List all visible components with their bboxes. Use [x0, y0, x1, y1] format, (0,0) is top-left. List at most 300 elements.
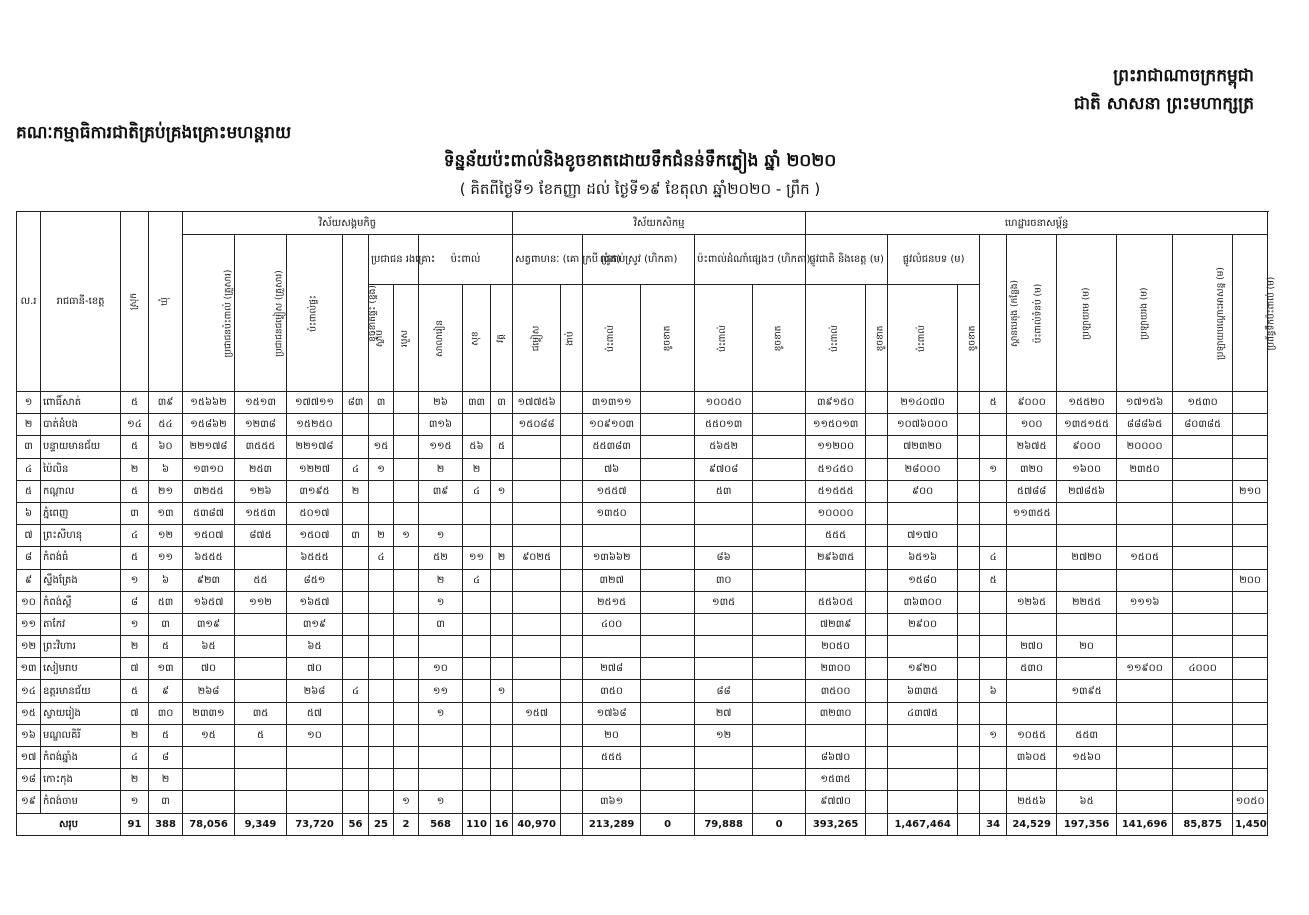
header-houses-affected: ប៉ះពាល់ផ្ទះ: [287, 235, 343, 392]
table-cell: [1173, 636, 1233, 658]
table-cell: [695, 636, 753, 658]
table-cell: ៧៦: [583, 458, 641, 480]
table-cell: ១៦: [17, 724, 41, 746]
table-cell: ១១: [17, 613, 41, 635]
table-cell: [958, 613, 980, 635]
table-cell: [1117, 502, 1173, 524]
header-victims: ប្រជាជន រងគ្រោះ: [369, 235, 419, 285]
table-cell: [513, 658, 561, 680]
table-cell: [866, 791, 888, 813]
table-cell: [958, 502, 980, 524]
table-row: [17, 636, 1268, 658]
table-cell: [513, 591, 561, 613]
table-cell: [866, 769, 888, 791]
table-cell: [1173, 569, 1233, 591]
table-cell: ៥: [149, 724, 183, 746]
total-cell: 393,265: [806, 813, 866, 835]
table-cell: ៥៥៥: [583, 747, 641, 769]
province-cell: ស្ទឹងត្រែង: [41, 569, 121, 591]
table-cell: [561, 702, 583, 724]
table-cell: ២៥១៥: [583, 591, 641, 613]
table-cell: ១០៧៦០០០: [888, 414, 958, 436]
table-cell: ២០: [583, 724, 641, 746]
table-cell: ១៥០៧: [287, 525, 343, 547]
table-cell: ១: [121, 791, 149, 813]
table-cell: [1057, 702, 1117, 724]
table-cell: [1173, 458, 1233, 480]
table-cell: [343, 747, 369, 769]
table-cell: [287, 791, 343, 813]
table-cell: [419, 502, 463, 524]
table-cell: [1173, 525, 1233, 547]
table-cell: [641, 502, 695, 524]
table-cell: ១៧៧១១: [287, 392, 343, 414]
table-cell: ២៦៧៥: [1007, 436, 1057, 458]
table-cell: [641, 525, 695, 547]
table-cell: ២៣៣១: [183, 702, 235, 724]
table-cell: [394, 547, 419, 569]
table-cell: ១៥០៥: [1117, 547, 1173, 569]
header-dead: ស្លាប់: [369, 285, 394, 392]
table-cell: [641, 392, 695, 414]
table-cell: [980, 636, 1007, 658]
table-cell: [1233, 724, 1268, 746]
table-cell: ៥៣៨៧: [183, 502, 235, 524]
table-cell: ១៥៥៣: [235, 502, 287, 524]
table-cell: [343, 658, 369, 680]
province-cell: កំពង់ស្ពឺ: [41, 591, 121, 613]
table-cell: ៣០: [695, 569, 753, 591]
table-cell: [561, 569, 583, 591]
table-cell: [394, 658, 419, 680]
table-cell: [1233, 769, 1268, 791]
header-rice-damaged: ខូចខាត: [641, 285, 695, 392]
table-cell: [394, 414, 419, 436]
province-cell: សៀមរាប: [41, 658, 121, 680]
table-cell: [513, 569, 561, 591]
total-cell: [866, 813, 888, 835]
table-cell: ១០: [419, 658, 463, 680]
table-cell: [958, 458, 980, 480]
table-cell: [980, 525, 1007, 547]
table-cell: ១៥៨០: [888, 569, 958, 591]
table-cell: [369, 414, 394, 436]
table-cell: ៣២០: [1007, 458, 1057, 480]
table-cell: ៥៧៨៨: [1007, 480, 1057, 502]
table-cell: [958, 547, 980, 569]
table-row: [17, 392, 1268, 414]
table-cell: [491, 702, 513, 724]
table-cell: ២: [463, 458, 491, 480]
table-cell: ៥៦៥២: [695, 436, 753, 458]
table-cell: ៣: [149, 613, 183, 635]
table-cell: [463, 680, 491, 702]
table-cell: [1117, 569, 1173, 591]
table-cell: [1233, 702, 1268, 724]
table-cell: [343, 636, 369, 658]
total-cell: 110: [463, 813, 491, 835]
table-cell: [641, 724, 695, 746]
table-cell: [888, 747, 958, 769]
table-cell: ១៥៣៥: [806, 769, 866, 791]
table-cell: [866, 392, 888, 414]
province-cell: កំពង់ចាម: [41, 791, 121, 813]
table-cell: [1057, 502, 1117, 524]
table-cell: [583, 525, 641, 547]
total-cell: 24,529: [1007, 813, 1057, 835]
total-cell: 0: [753, 813, 806, 835]
table-cell: [753, 680, 806, 702]
table-cell: ៧: [121, 702, 149, 724]
table-cell: [369, 636, 394, 658]
table-cell: ១: [980, 458, 1007, 480]
table-cell: ១៥៣០: [1173, 392, 1233, 414]
table-cell: [1117, 791, 1173, 813]
table-cell: ១០៩១០៣: [583, 414, 641, 436]
table-cell: [343, 436, 369, 458]
table-cell: [561, 547, 583, 569]
table-cell: [866, 525, 888, 547]
table-cell: [394, 436, 419, 458]
table-cell: [1007, 702, 1057, 724]
table-cell: ១: [121, 613, 149, 635]
table-cell: ៣១៩: [183, 613, 235, 635]
table-cell: [287, 747, 343, 769]
table-cell: [561, 458, 583, 480]
table-row: [17, 436, 1268, 458]
table-cell: [958, 724, 980, 746]
header-crops: ប៉ះពាល់ដំណាំផ្សេងៗ (ហិកតា): [695, 235, 806, 285]
total-row: [17, 813, 1268, 835]
table-cell: ១៦០០: [1057, 458, 1117, 480]
header-rural-affected: ប៉ះពាល់: [888, 285, 958, 392]
table-cell: ៦៥: [183, 636, 235, 658]
table-cell: [1057, 769, 1117, 791]
table-cell: [463, 791, 491, 813]
table-cell: [1233, 547, 1268, 569]
table-cell: ៣: [419, 613, 463, 635]
table-cell: [491, 458, 513, 480]
table-cell: [866, 636, 888, 658]
table-cell: [369, 791, 394, 813]
table-cell: [235, 791, 287, 813]
national-header: [1074, 62, 1254, 118]
table-cell: ១: [419, 791, 463, 813]
table-cell: [888, 791, 958, 813]
table-cell: [513, 458, 561, 480]
table-cell: [235, 613, 287, 635]
table-cell: [1007, 680, 1057, 702]
table-cell: [866, 458, 888, 480]
table-cell: ២១៤០៧០: [888, 392, 958, 414]
table-cell: [394, 613, 419, 635]
motto-text: ជាតិ សាសនា ព្រះមហាក្សត្រ: [1073, 94, 1254, 114]
header-commune: ឃុំ: [149, 212, 183, 392]
table-cell: [491, 414, 513, 436]
table-cell: ១៤: [121, 414, 149, 436]
table-cell: [753, 480, 806, 502]
table-cell: [369, 591, 394, 613]
table-cell: ១៣: [17, 658, 41, 680]
table-cell: ១៥៥៧: [583, 480, 641, 502]
table-cell: [369, 680, 394, 702]
table-cell: [1007, 613, 1057, 635]
table-cell: ២៧៨: [583, 658, 641, 680]
total-cell: 91: [121, 813, 149, 835]
table-cell: [463, 591, 491, 613]
table-cell: ២៧៨៥៦: [1057, 480, 1117, 502]
table-cell: [958, 747, 980, 769]
table-cell: ១៥៧: [513, 702, 561, 724]
table-cell: [980, 658, 1007, 680]
table-cell: ៣: [149, 791, 183, 813]
table-cell: ២៦៨: [183, 680, 235, 702]
table-cell: [369, 613, 394, 635]
table-cell: ១៥៥២០: [1057, 392, 1117, 414]
table-cell: ៥០១៧: [287, 502, 343, 524]
table-cell: [513, 680, 561, 702]
table-cell: [1173, 724, 1233, 746]
table-cell: [394, 702, 419, 724]
table-cell: ២១: [149, 480, 183, 502]
table-cell: ២: [121, 458, 149, 480]
table-cell: ១១២០០: [806, 436, 866, 458]
table-cell: ២២៥៥: [1057, 591, 1117, 613]
table-cell: ១០៥៥: [1007, 724, 1057, 746]
table-cell: [641, 480, 695, 502]
table-cell: [866, 747, 888, 769]
table-cell: [513, 525, 561, 547]
table-cell: ៣១៩៥: [287, 480, 343, 502]
table-cell: [958, 569, 980, 591]
table-cell: ៣: [491, 392, 513, 414]
table-cell: ៧២៣២០: [888, 436, 958, 458]
table-cell: [183, 769, 235, 791]
table-cell: [561, 791, 583, 813]
table-cell: [463, 658, 491, 680]
table-cell: [343, 502, 369, 524]
table-cell: ៩០០០: [1057, 436, 1117, 458]
table-cell: [183, 747, 235, 769]
table-cell: [561, 414, 583, 436]
table-row: [17, 658, 1268, 680]
header-group-agri: វិស័យកសិកម្ម: [513, 212, 806, 235]
header-national-affected: ប៉ះពាល់: [806, 285, 866, 392]
table-cell: [695, 747, 753, 769]
table-cell: ៥៥៣៨៣: [583, 436, 641, 458]
table-cell: ១: [394, 525, 419, 547]
header-no: ល.រ: [17, 212, 41, 392]
table-cell: ១៥: [183, 724, 235, 746]
table-cell: [641, 547, 695, 569]
table-cell: [343, 724, 369, 746]
table-cell: [419, 636, 463, 658]
table-cell: ២៥៣: [235, 458, 287, 480]
table-cell: [463, 414, 491, 436]
table-cell: [958, 791, 980, 813]
table-cell: [866, 569, 888, 591]
table-cell: [491, 591, 513, 613]
table-cell: ១២: [149, 525, 183, 547]
table-cell: ១: [17, 392, 41, 414]
table-cell: [463, 724, 491, 746]
table-cell: ៥: [121, 436, 149, 458]
table-cell: [1007, 569, 1057, 591]
table-cell: ៥: [121, 480, 149, 502]
table-cell: ៤០០: [583, 613, 641, 635]
table-cell: ១៣៥: [695, 591, 753, 613]
table-cell: [1173, 680, 1233, 702]
table-cell: ៦: [980, 680, 1007, 702]
table-row: [17, 414, 1268, 436]
table-cell: [958, 525, 980, 547]
table-cell: ៧០: [183, 658, 235, 680]
province-cell: ប៉ៃលិន: [41, 458, 121, 480]
table-cell: [235, 636, 287, 658]
table-cell: [561, 680, 583, 702]
table-cell: [463, 747, 491, 769]
table-cell: [641, 680, 695, 702]
table-cell: ៨៧៥: [235, 525, 287, 547]
table-cell: [866, 547, 888, 569]
table-cell: [1117, 680, 1173, 702]
header-livestock-evacuated: ជម្លៀស: [513, 285, 561, 392]
table-cell: [235, 747, 287, 769]
table-cell: [394, 502, 419, 524]
table-cell: [980, 414, 1007, 436]
table-cell: [513, 436, 561, 458]
table-cell: ៨៥១: [287, 569, 343, 591]
table-cell: ១៣៥១៥៥: [1057, 414, 1117, 436]
table-cell: ៣២៥៥: [183, 480, 235, 502]
header-livestock-dead: ងាប់: [561, 285, 583, 392]
header-pagoda: វត្ត: [491, 285, 513, 392]
table-cell: ៨: [17, 547, 41, 569]
table-row: [17, 569, 1268, 591]
table-cell: [806, 569, 866, 591]
table-cell: [491, 747, 513, 769]
total-cell: 2: [394, 813, 419, 835]
table-cell: ១៩: [17, 791, 41, 813]
table-cell: [1117, 480, 1173, 502]
table-cell: [980, 747, 1007, 769]
table-cell: [980, 791, 1007, 813]
table-cell: ១១៥: [419, 436, 463, 458]
table-cell: [753, 436, 806, 458]
table-cell: ១០០៥០: [695, 392, 753, 414]
table-cell: ៣៩: [149, 392, 183, 414]
table-cell: [583, 636, 641, 658]
table-cell: [866, 436, 888, 458]
table-cell: ៥: [980, 569, 1007, 591]
table-cell: [958, 636, 980, 658]
table-cell: ៦៥១៦: [888, 547, 958, 569]
table-cell: [958, 392, 980, 414]
table-cell: [1057, 658, 1117, 680]
table-cell: ៣១៦: [419, 414, 463, 436]
table-cell: ១៧: [17, 747, 41, 769]
table-cell: ១២: [17, 636, 41, 658]
province-cell: មណ្ឌលគិរី: [41, 724, 121, 746]
total-cell: 79,888: [695, 813, 753, 835]
total-cell: 56: [343, 813, 369, 835]
table-cell: [369, 569, 394, 591]
table-cell: ៥៧: [287, 702, 343, 724]
table-cell: ២២១៧៨: [183, 436, 235, 458]
table-cell: ៥៥៣: [1057, 724, 1117, 746]
table-cell: ២: [121, 769, 149, 791]
table-cell: [753, 613, 806, 635]
total-cell: [561, 813, 583, 835]
document-title: ទិន្នន័យប៉ះពាល់និងខូចខាតដោយទឹកជំនន់ទឹកភ្លៀង ឆ្នាំ ២០២០: [443, 151, 837, 171]
table-cell: ១១: [419, 680, 463, 702]
table-cell: ៦: [149, 458, 183, 480]
table-cell: [958, 702, 980, 724]
table-row: [17, 613, 1268, 635]
header-families-evacuated: ប្រជាជនជម្លៀស (គ្រួសារ): [235, 235, 287, 392]
header-rural-roads: ផ្លូវលំជនបទ (ម): [888, 235, 980, 285]
table-cell: ២: [121, 636, 149, 658]
table-cell: ៩០២៥: [513, 547, 561, 569]
table-cell: ២២១៧៨: [287, 436, 343, 458]
table-cell: ១៩២០: [888, 658, 958, 680]
header-rice: លំដាប់ស្រូវ (ហិកតា): [583, 235, 695, 285]
table-cell: [394, 458, 419, 480]
kingdom-text: ព្រះរាជាណាចក្រកម្ពុជា: [1113, 66, 1254, 86]
table-cell: ៣៩: [419, 480, 463, 502]
table-cell: [1117, 769, 1173, 791]
table-cell: ៤០០០: [1173, 658, 1233, 680]
table-cell: ៣: [121, 502, 149, 524]
table-cell: [866, 613, 888, 635]
table-cell: ១: [491, 480, 513, 502]
header-rural-damaged: ខូចខាត: [958, 285, 980, 392]
province-cell: តាកែវ: [41, 613, 121, 635]
table-cell: [369, 769, 394, 791]
table-cell: ២៩០០: [888, 613, 958, 635]
total-cell: [958, 813, 980, 835]
header-group-infra: ហេដ្ឋារចនាសម្ព័ន្ធ: [806, 212, 1268, 235]
table-cell: [1117, 702, 1173, 724]
table-cell: ១៧៦៨: [583, 702, 641, 724]
table-cell: ១៣: [149, 502, 183, 524]
header-dikes: ប៉ះពាល់ទំនប់ (ម): [1007, 235, 1057, 392]
table-cell: ២: [369, 525, 394, 547]
table-cell: ៥: [980, 392, 1007, 414]
table-cell: ៣៦០៥: [1007, 747, 1057, 769]
table-cell: [695, 525, 753, 547]
table-cell: [343, 791, 369, 813]
header-crops-damaged: ខូចខាត: [753, 285, 806, 392]
table-cell: ១០: [17, 591, 41, 613]
table-cell: [695, 791, 753, 813]
table-row: [17, 747, 1268, 769]
table-cell: ២៦៨: [287, 680, 343, 702]
province-cell: បន្ទាយមានជ័យ: [41, 436, 121, 458]
table-cell: [866, 591, 888, 613]
table-cell: [1233, 636, 1268, 658]
table-cell: ៣: [369, 392, 394, 414]
table-cell: [1117, 636, 1173, 658]
table-cell: ៤: [121, 747, 149, 769]
table-cell: ៦៥៥៥: [287, 547, 343, 569]
table-cell: ៤: [343, 680, 369, 702]
table-cell: [561, 636, 583, 658]
table-cell: [463, 769, 491, 791]
table-cell: ៣០: [149, 702, 183, 724]
table-cell: ២០៥០: [806, 636, 866, 658]
table-cell: ៥៥៦០៥: [806, 591, 866, 613]
